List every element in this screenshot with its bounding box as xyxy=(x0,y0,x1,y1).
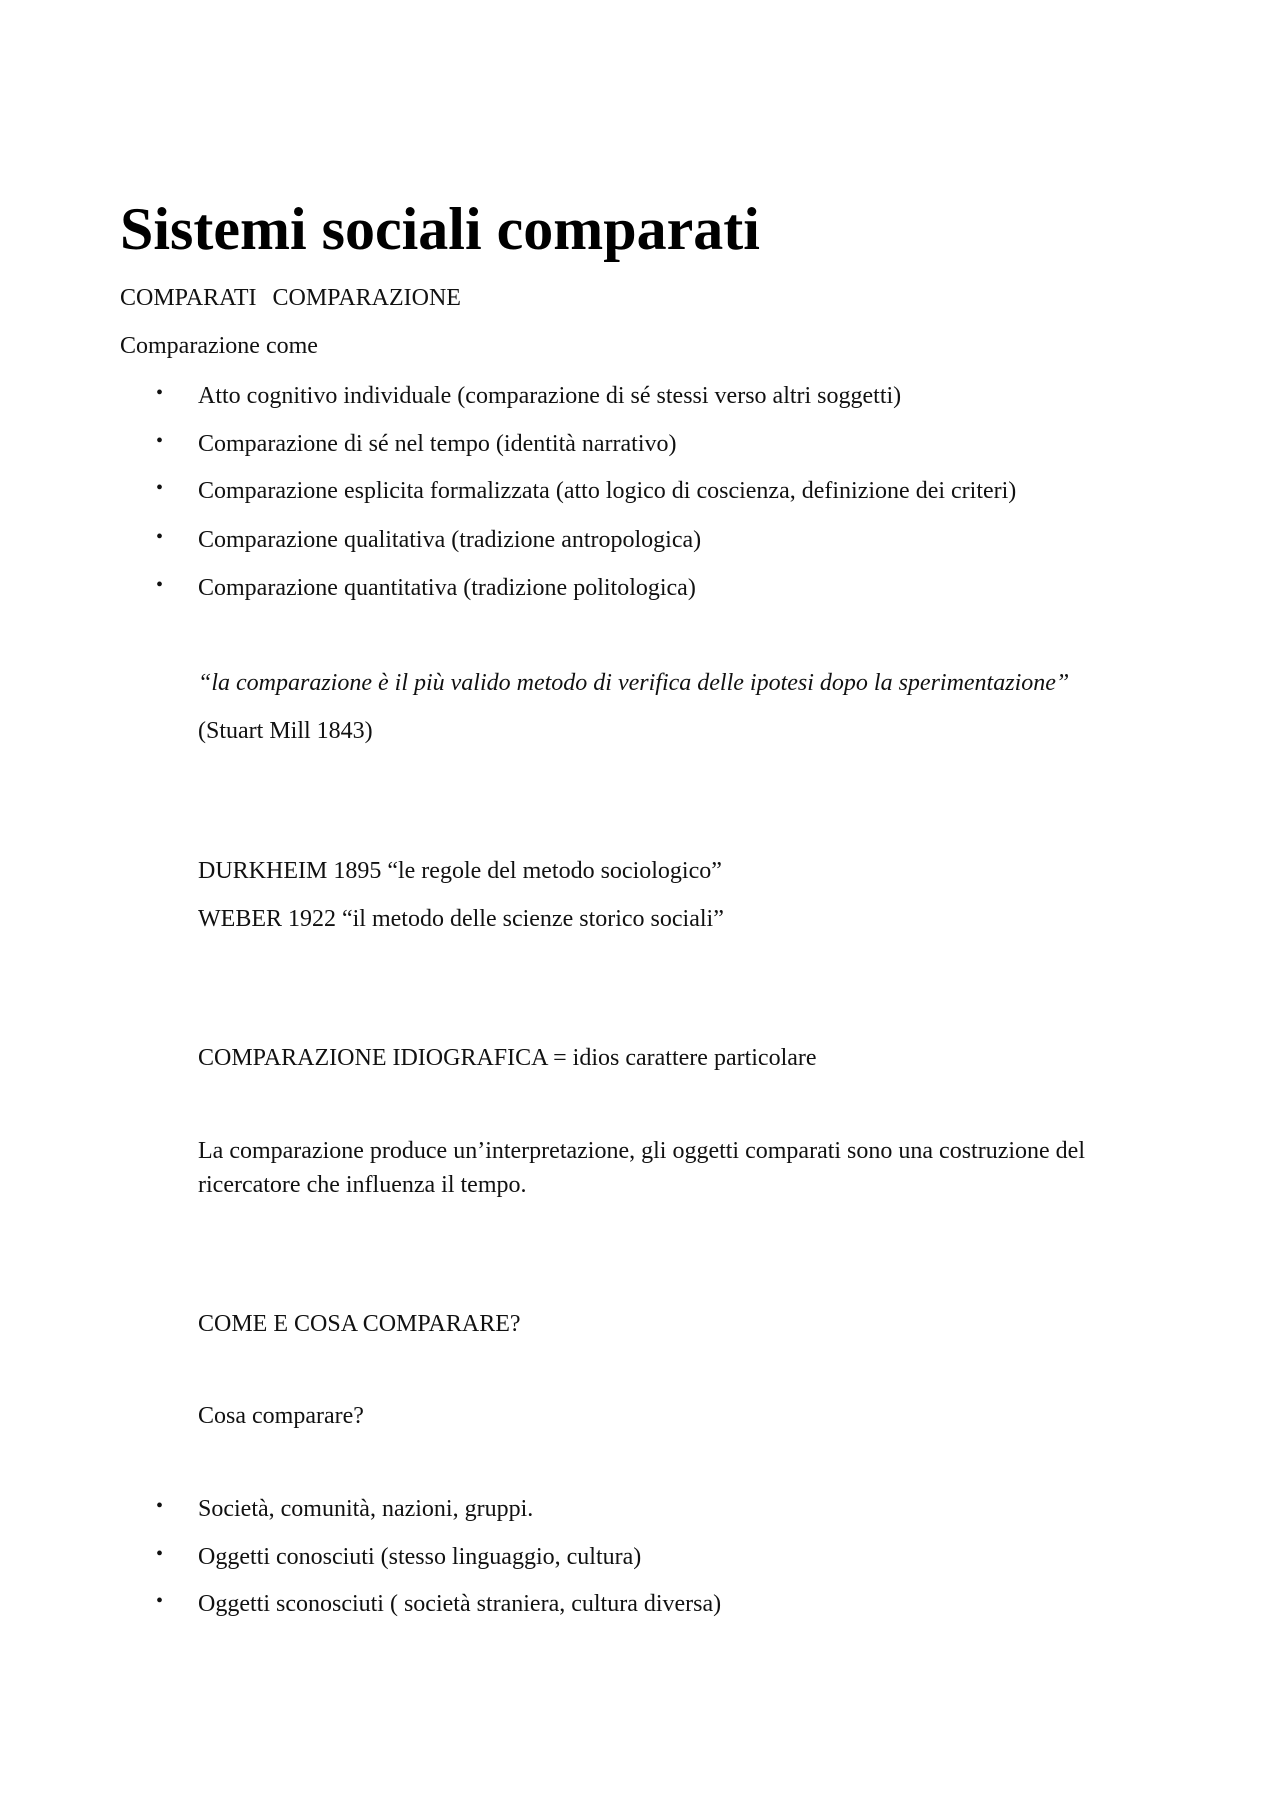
list-item-text: Comparazione esplicita formalizzata (atto logico di coscienza, definizione dei criteri) xyxy=(198,478,1017,504)
list-item-text: Comparazione di sé nel tempo (identità narrativo) xyxy=(198,431,677,457)
bullet-icon: • xyxy=(156,574,164,596)
list-item-text: Società, comunità, nazioni, gruppi. xyxy=(198,1496,534,1522)
subtitle-line: COMPARATI COMPARAZIONE xyxy=(120,285,461,311)
list-item-text: Atto cognitivo individuale (comparazione di sé stessi verso altri soggetti) xyxy=(198,383,902,409)
bullet-icon: • xyxy=(156,382,164,404)
section-heading-how-what: COME E COSA COMPARARE? xyxy=(198,1311,521,1337)
list-item-text: Oggetti conosciuti (stesso linguaggio, cultura) xyxy=(198,1544,642,1570)
list-item-text: Oggetti sconosciuti ( società straniera, cultura diversa) xyxy=(198,1591,722,1617)
quote-text: “la comparazione è il più valido metodo di verifica delle ipotesi dopo la sperimentazione” xyxy=(198,670,1070,696)
interpretation-paragraph: La comparazione produce un’interpretazione, gli oggetti comparati sono una costruzione del ricercatore che influenza il tempo. xyxy=(198,1138,1085,1198)
reference-durkheim: DURKHEIM 1895 “le regole del metodo sociologico” xyxy=(198,858,722,884)
idiographic-heading: COMPARAZIONE IDIOGRAFICA = idios carattere particolare xyxy=(198,1045,817,1071)
list-item-text: Comparazione qualitativa (tradizione antropologica) xyxy=(198,527,702,553)
page-title: Sistemi sociali comparati xyxy=(120,196,760,262)
bullet-icon: • xyxy=(156,430,164,452)
section-subheading-what: Cosa comparare? xyxy=(198,1403,364,1429)
quote-source: (Stuart Mill 1843) xyxy=(198,718,373,744)
reference-weber: WEBER 1922 “il metodo delle scienze storico sociali” xyxy=(198,906,724,932)
bullet-icon: • xyxy=(156,1590,164,1612)
bullet-icon: • xyxy=(156,1495,164,1517)
bullet-icon: • xyxy=(156,477,164,499)
bullet-icon: • xyxy=(156,526,164,548)
intro-line: Comparazione come xyxy=(120,333,318,359)
bullet-icon: • xyxy=(156,1543,164,1565)
list-item-text: Comparazione quantitativa (tradizione politologica) xyxy=(198,575,696,601)
